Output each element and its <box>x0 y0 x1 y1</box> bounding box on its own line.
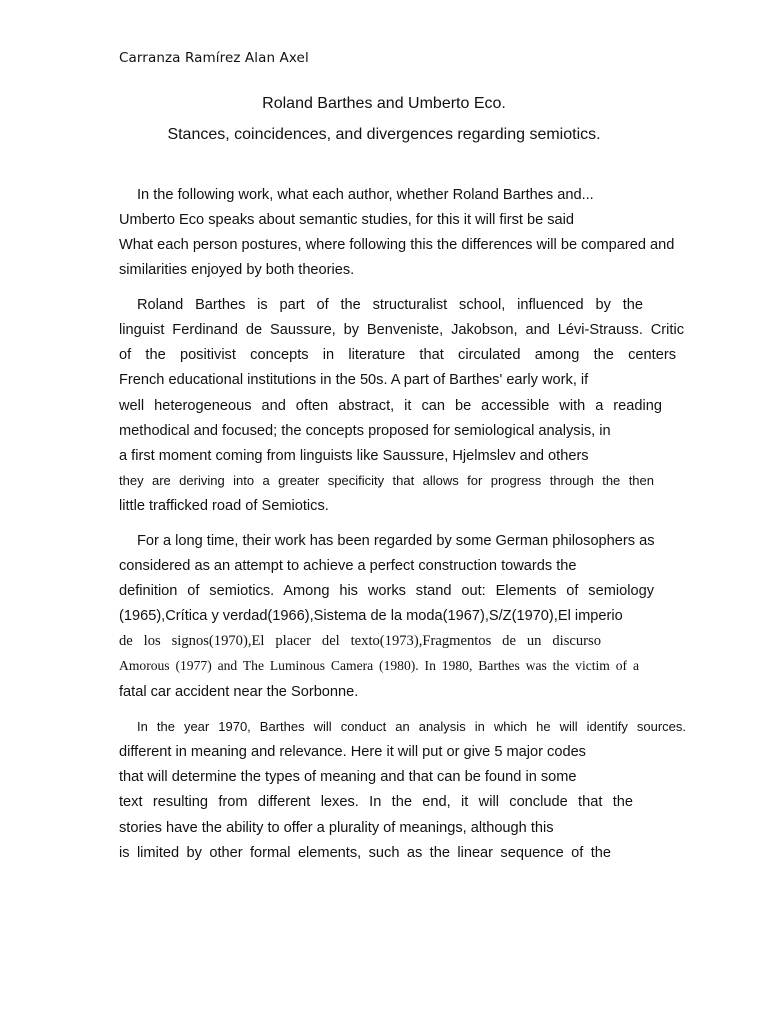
text-line: Amorous (1977) and The Luminous Camera (1980). In 1980, Barthes was the victim of a <box>119 658 639 673</box>
text-line: What each person postures, where following this the differences will be compared and <box>119 237 675 253</box>
text-line: (1965),Crítica y verdad(1966),Sistema de la moda(1967),S/Z(1970),El imperio <box>119 608 623 624</box>
text-line: stories have the ability to offer a plurality of meanings, although this <box>119 820 554 836</box>
text-line: little trafficked road of Semiotics. <box>119 498 329 514</box>
text-line: text resulting from different lexes. In the end, it will conclude that the <box>119 794 633 810</box>
text-line: similarities enjoyed by both theories. <box>119 262 355 278</box>
text-line: well heterogeneous and often abstract, it can be accessible with a reading <box>119 398 662 414</box>
text-line: methodical and focused; the concepts proposed for semiological analysis, in <box>119 423 611 439</box>
text-line: Umberto Eco speaks about semantic studies, for this it will first be said <box>119 212 575 228</box>
text-line: de los signos(1970),El placer del texto(1973),Fragmentos de un discurso <box>119 633 601 649</box>
text-line: a first moment coming from linguists like Saussure, Hjelmslev and others <box>119 448 589 464</box>
text-line: definition of semiotics. Among his works stand out: Elements of semiology <box>119 583 654 599</box>
text-line: that will determine the types of meaning and that can be found in some <box>119 769 577 785</box>
text-line: considered as an attempt to achieve a perfect construction towards the <box>119 558 577 574</box>
text-line: In the following work, what each author, whether Roland Barthes and... <box>137 187 594 203</box>
text-line: In the year 1970, Barthes will conduct an analysis in which he will identify sources. <box>137 719 686 734</box>
title-line-2: Stances, coincidences, and divergences regarding semiotics. <box>167 126 601 143</box>
text-line: different in meaning and relevance. Here it will put or give 5 major codes <box>119 744 586 760</box>
text-line: they are deriving into a greater specificity that allows for progress through the then <box>119 473 654 488</box>
text-line: fatal car accident near the Sorbonne. <box>119 684 359 700</box>
text-line: For a long time, their work has been regarded by some German philosophers as <box>137 533 655 549</box>
title-line-1: Roland Barthes and Umberto Eco. <box>262 95 506 112</box>
text-line: is limited by other formal elements, such as the linear sequence of the <box>119 845 611 861</box>
text-line: of the positivist concepts in literature that circulated among the centers <box>119 347 676 363</box>
text-line: Roland Barthes is part of the structuralist school, influenced by the <box>137 297 643 313</box>
text-line: French educational institutions in the 50s. A part of Barthes' early work, if <box>119 372 589 388</box>
text-line: linguist Ferdinand de Saussure, by Benveniste, Jakobson, and Lévi-Strauss. Critic <box>119 322 684 338</box>
author-name: Carranza Ramírez Alan Axel <box>119 50 309 66</box>
